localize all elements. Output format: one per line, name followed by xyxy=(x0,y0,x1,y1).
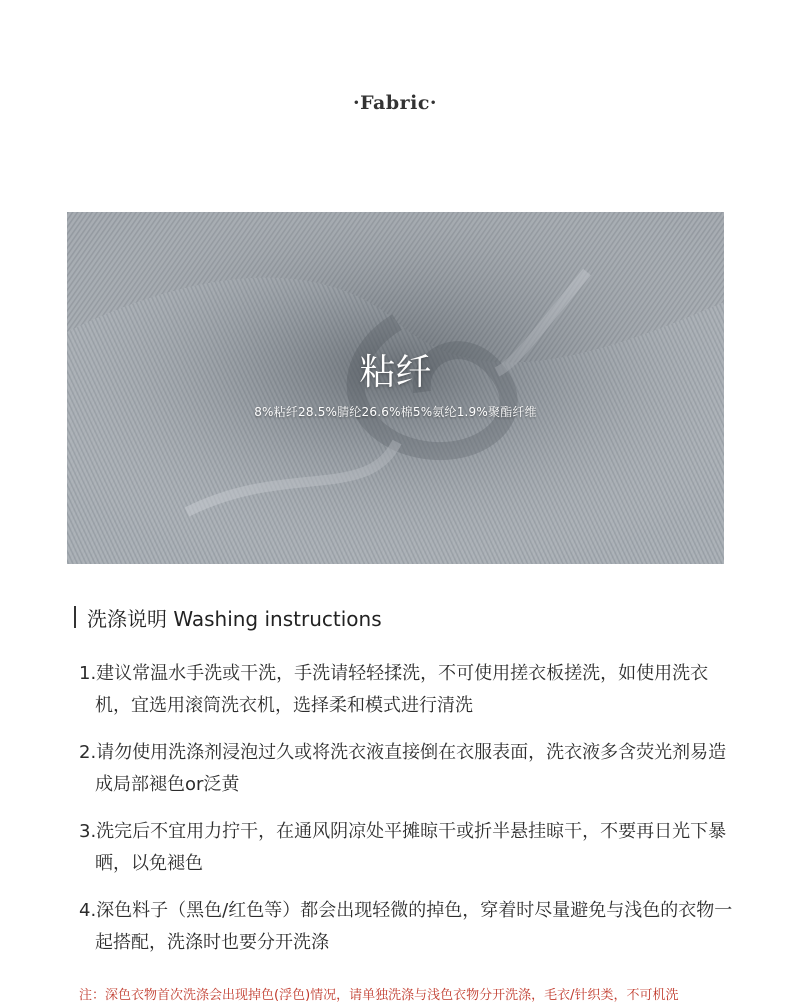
instruction-item: 3.洗完后不宜用力拧干，在通风阴凉处平摊晾干或折半悬挂晾干，不要再日光下暴晒，以免褪色 xyxy=(79,821,727,874)
washing-instructions-list xyxy=(79,658,739,974)
instruction-item: 1.建议常温水手洗或干洗，手洗请轻轻揉洗，不可使用搓衣板搓洗，如使用洗衣机，宜选用滚筒洗衣机，选择柔和模式进行清洗 xyxy=(79,663,709,716)
fabric-composition: 8%粘纤28.5%腈纶26.6%棉5%氨纶1.9%聚酯纤维 xyxy=(254,405,537,419)
fabric-section-title: ·Fabric· xyxy=(352,92,438,114)
section-marker-bar xyxy=(74,606,76,628)
washing-instructions-title: 洗涤说明 Washing instructions xyxy=(87,606,382,631)
fabric-photo xyxy=(67,212,724,564)
washing-instructions-header xyxy=(74,605,382,629)
fabric-name: 粘纤 xyxy=(359,352,432,393)
washing-note: 注：深色衣物首次洗涤会出现掉色(浮色)情况，请单独洗涤与浅色衣物分开洗涤，毛衣/针织类，不可机洗 xyxy=(79,988,679,1003)
instruction-item: 4.深色料子（黑色/红色等）都会出现轻微的掉色，穿着时尽量避免与浅色的衣物一起搭配，洗涤时也要分开洗涤 xyxy=(79,900,733,953)
instruction-item: 2.请勿使用洗涤剂浸泡过久或将洗衣液直接倒在衣服表面，洗衣液多含荧光剂易造成局部褪色or泛黄 xyxy=(79,742,727,795)
